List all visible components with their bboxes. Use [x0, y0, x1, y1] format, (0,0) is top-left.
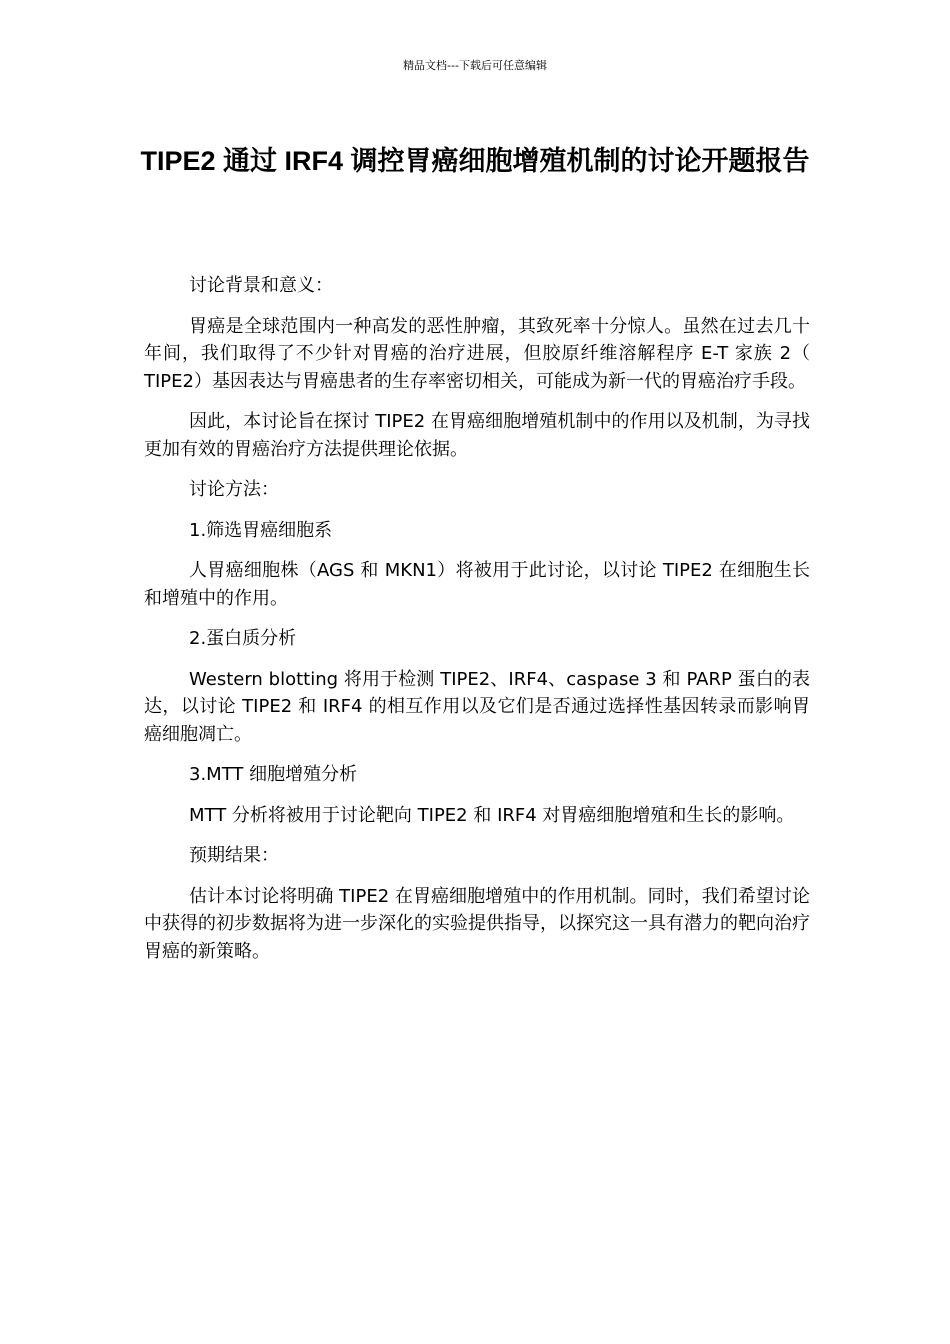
method-heading-mtt: 3.MTT 细胞增殖分析 — [189, 764, 358, 785]
document-body — [144, 272, 810, 978]
paragraph-results: 估计本讨论将明确 TIPE2 在胃癌细胞增殖中的作用机制。同时，我们希望讨论中获得的初步数据将为进一步深化的实验提供指导，以探究这一具有潜力的靶向治疗胃癌的新策略。 — [144, 885, 810, 962]
paragraph-protein: Western blotting 将用于检测 TIPE2、IRF4、caspase 3 和 PARP 蛋白的表达，以讨论 TIPE2 和 IRF4 的相互作用以及它们是否通过选择性基因转录而影响胃癌细胞凋亡。 — [144, 668, 810, 745]
section-heading-methods: 讨论方法： — [189, 479, 279, 500]
paragraph-purpose: 因此，本讨论旨在探讨 TIPE2 在胃癌细胞增殖机制中的作用以及机制，为寻找更加有效的胃癌治疗方法提供理论依据。 — [144, 411, 810, 460]
method-heading-protein: 2.蛋白质分析 — [189, 628, 297, 649]
paragraph-mtt: MTT 分析将被用于讨论靶向 TIPE2 和 IRF4 对胃癌细胞增殖和生长的影响。 — [189, 804, 795, 826]
header-note: 精品文档---下载后可任意编辑 — [403, 59, 547, 72]
method-heading-cell-lines: 1.筛选胃癌细胞系 — [189, 519, 333, 541]
section-heading-results: 预期结果： — [189, 845, 279, 866]
section-heading-background: 讨论背景和意义： — [189, 275, 333, 296]
paragraph-background: 胃癌是全球范围内一种高发的恶性肿瘤，其致死率十分惊人。虽然在过去几十年间，我们取得了不少针对胃癌的治疗进展，但胶原纤维溶解程序 E-T 家族 2（ TIPE2）基因表达与胃癌患者的生存率密切相关，可能成为新一代的胃癌治疗手段。 — [144, 315, 810, 392]
document-title: TIPE2 通过 IRF4 调控胃癌细胞增殖机制的讨论开题报告 — [140, 146, 810, 176]
paragraph-cell-lines: 人胃癌细胞株（AGS 和 MKN1）将被用于此讨论，以讨论 TIPE2 在细胞生长和增殖中的作用。 — [144, 560, 810, 609]
